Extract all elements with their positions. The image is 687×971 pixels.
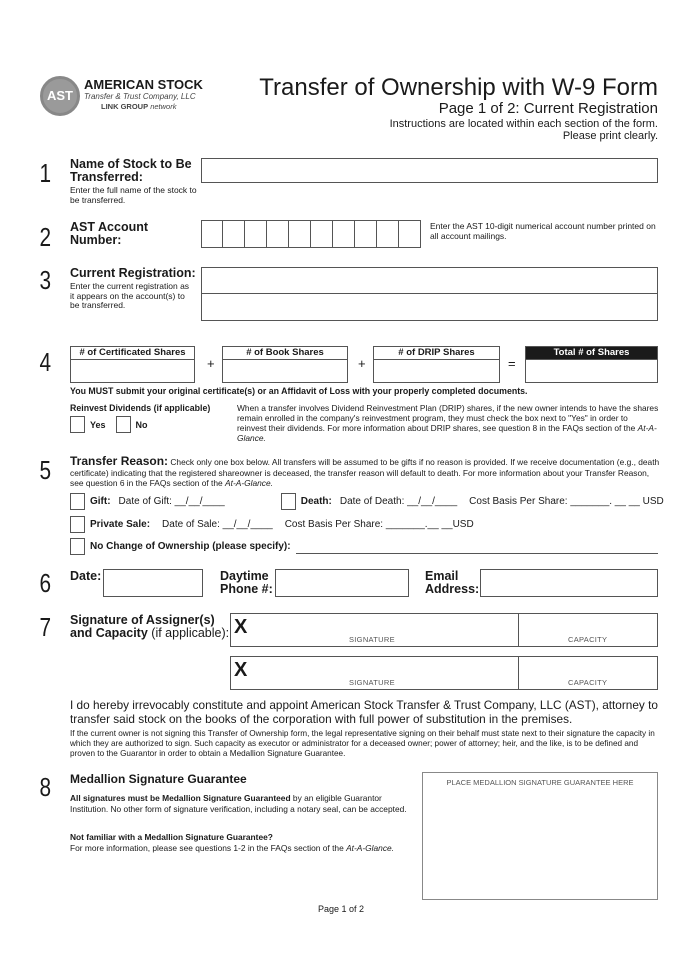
stock-name-input[interactable]: [201, 158, 658, 183]
email-input[interactable]: [480, 569, 658, 597]
instructions: [390, 118, 658, 142]
no-change-label: No Change of Ownership (please specify):: [90, 541, 291, 552]
account-number-label: AST Account Number:: [70, 220, 149, 247]
plus-sign: +: [207, 356, 215, 371]
section-number: 8: [39, 772, 52, 802]
stock-name-label: Name of Stock to Be Transferred:: [70, 157, 192, 184]
digit-box[interactable]: [399, 220, 421, 248]
reinvest-no-label: No: [135, 419, 148, 430]
registration-label: Current Registration:: [70, 266, 196, 280]
signature-x: X: [234, 659, 248, 681]
page-subtitle: Page 1 of 2: Current Registration: [438, 100, 658, 117]
signature-label-line3: (if applicable):: [151, 626, 230, 640]
instructions-line: Instructions are located within each section of the form.: [389, 118, 658, 130]
company-sub: Transfer & Trust Company, LLC: [84, 92, 196, 101]
medallion-faq: [70, 832, 420, 853]
phone-input[interactable]: [275, 569, 409, 597]
medallion-stamp-caption: PLACE MEDALLION SIGNATURE GUARANTEE HERE: [446, 778, 634, 787]
account-number-input[interactable]: [201, 220, 421, 248]
digit-box[interactable]: [333, 220, 355, 248]
medallion-italic: At-A-Glance.: [346, 842, 395, 853]
transfer-reason-italic: At-A-Glance.: [225, 478, 273, 488]
death-label: Death:: [300, 496, 332, 507]
network: [101, 102, 176, 111]
company-name: AMERICAN STOCK: [84, 77, 203, 92]
digit-box[interactable]: [245, 220, 267, 248]
section-number: 3: [39, 265, 52, 295]
registration-line-1[interactable]: [201, 267, 658, 294]
appointment-statement: I do hereby irrevocably constitute and appoint American Stock Transfer & Trust Company, LLC (AST), attorney to transfer said stock on the books of the corporation with full power of substitution in the premises.: [70, 698, 658, 726]
reinvest-yes-checkbox[interactable]: [70, 416, 85, 433]
no-change-specify-input[interactable]: [296, 553, 658, 554]
registration-line-2[interactable]: [201, 293, 658, 321]
gift-label: Gift:: [90, 496, 111, 507]
signature-x: X: [234, 616, 248, 638]
email-label: Email Address:: [425, 569, 480, 596]
sale-cost-basis-field[interactable]: Cost Basis Per Share: _______.__ __USD: [284, 519, 474, 530]
network-bold: LINK GROUP: [101, 102, 149, 111]
legal-representative-note: If the current owner is not signing this Transfer of Ownership form, the legal representative signing on their behalf must state next to their signature the capacity in which they are authorized to sign. Such capacity as executor or administrator for a deceased owner; power of attorney; heir, and the like, is to be defined and proven to the Guarantor in order to obtain a Medallion Signature Guarantee.: [70, 729, 655, 758]
medallion-title: Medallion Signature Guarantee: [70, 772, 247, 786]
date-label: Date:: [70, 569, 102, 583]
total-shares-input[interactable]: [525, 346, 658, 383]
section-number: 2: [39, 222, 52, 252]
logo: AST: [40, 76, 80, 116]
digit-box[interactable]: [311, 220, 333, 248]
print-clearly: Please print clearly.: [562, 130, 658, 142]
signature-label-line1: Signature of Assigner(s): [70, 613, 215, 627]
certificate-notice: You MUST submit your original certificate(s) or an Affidavit of Loss with your properly completed documents.: [70, 386, 528, 396]
medallion-question: Not familiar with a Medallion Signature Guarantee?: [70, 832, 273, 842]
sale-date-field[interactable]: Date of Sale: __/__/____: [162, 519, 273, 530]
signature-caption: SIGNATURE: [349, 678, 395, 687]
equals-sign: =: [508, 356, 516, 371]
gift-checkbox[interactable]: [70, 493, 85, 510]
signature-input-2[interactable]: [230, 656, 519, 690]
drip-info: [237, 403, 659, 443]
reinvest-no-checkbox[interactable]: [116, 416, 131, 433]
section-number: 1: [39, 158, 52, 188]
section-number: 5: [39, 455, 52, 485]
transfer-reason-text: Check only one box below. All transfers will be assumed to be gifts if no reason is provided. If we receive documentation (e.g., death certificate) indicating that the registered shareowner is deceased, the transfer reason will default to death. For more information about your Transfer Reason, see question 6 in the FAQs section of the: [70, 457, 660, 488]
digit-box[interactable]: [355, 220, 377, 248]
transfer-reason-title: Transfer Reason:: [70, 454, 169, 468]
certificated-shares-label: # of Certificated Shares: [71, 347, 194, 360]
book-shares-input[interactable]: [222, 346, 348, 383]
drip-italic: At-A-Glance.: [237, 423, 657, 443]
medallion-body: by an eligible Guarantor Institution. No other form of signature verification, including a notary seal, can be accepted.: [70, 793, 407, 814]
death-cost-basis-field[interactable]: Cost Basis Per Share: _______. __ __ USD: [469, 496, 664, 507]
page-title: Transfer of Ownership with W-9 Form: [259, 74, 658, 101]
death-date-field[interactable]: Date of Death: __/__/____: [339, 496, 458, 507]
no-change-checkbox[interactable]: [70, 538, 85, 555]
total-shares-label: Total # of Shares: [526, 347, 657, 360]
network-italic: network: [150, 102, 177, 111]
signature-label: [70, 614, 229, 640]
medallion-more: For more information, please see questions 1-2 in the FAQs section of the: [70, 842, 347, 853]
phone-label: Daytime Phone #:: [220, 569, 273, 596]
gift-date-field[interactable]: Date of Gift: __/__/____: [118, 496, 225, 507]
capacity-caption: CAPACITY: [568, 635, 608, 644]
death-checkbox[interactable]: [281, 493, 296, 510]
private-sale-label: Private Sale:: [90, 519, 151, 530]
date-input[interactable]: [103, 569, 203, 597]
drip-text: When a transfer involves Dividend Reinvestment Plan (DRIP) shares, if the new owner intends to have the shares remain enrolled in the company's reinvestment program, they must check the box next to "Yes" in order to reinvest their dividends. For more information about DRIP shares, see question 8 in the FAQs section of the: [237, 403, 659, 433]
medallion-stamp-area[interactable]: [422, 772, 658, 900]
plus-sign: +: [358, 356, 366, 371]
digit-box[interactable]: [267, 220, 289, 248]
capacity-caption: CAPACITY: [568, 678, 608, 687]
medallion-bold: All signatures must be Medallion Signature Guaranteed: [70, 793, 291, 803]
book-shares-label: # of Book Shares: [223, 347, 347, 360]
private-sale-checkbox[interactable]: [70, 516, 85, 533]
digit-box[interactable]: [223, 220, 245, 248]
digit-box[interactable]: [201, 220, 223, 248]
signature-caption: SIGNATURE: [349, 635, 395, 644]
digit-box[interactable]: [377, 220, 399, 248]
reinvest-yes-label: Yes: [90, 419, 106, 430]
section-number: 7: [39, 612, 52, 642]
drip-shares-label: # of DRIP Shares: [374, 347, 499, 360]
stock-name-help: Enter the full name of the stock to be transferred.: [70, 185, 197, 205]
drip-shares-input[interactable]: [373, 346, 500, 383]
reinvest-label: Reinvest Dividends (if applicable): [70, 403, 211, 413]
signature-input-1[interactable]: [230, 613, 519, 647]
certificated-shares-input[interactable]: [70, 346, 195, 383]
page-footer: Page 1 of 2: [318, 904, 365, 914]
signature-label-line2: and Capacity: [70, 626, 148, 640]
digit-box[interactable]: [289, 220, 311, 248]
capacity-input-2[interactable]: [518, 656, 658, 690]
medallion-text: [70, 793, 415, 814]
account-number-help: Enter the AST 10-digit numerical account number printed on all account mailings.: [430, 221, 656, 241]
section-number: 4: [39, 347, 52, 377]
capacity-input-1[interactable]: [518, 613, 658, 647]
transfer-reason-info: [70, 456, 660, 489]
section-number: 6: [39, 568, 52, 598]
registration-help: Enter the current registration as it appears on the account(s) to be transferred.: [70, 281, 190, 310]
